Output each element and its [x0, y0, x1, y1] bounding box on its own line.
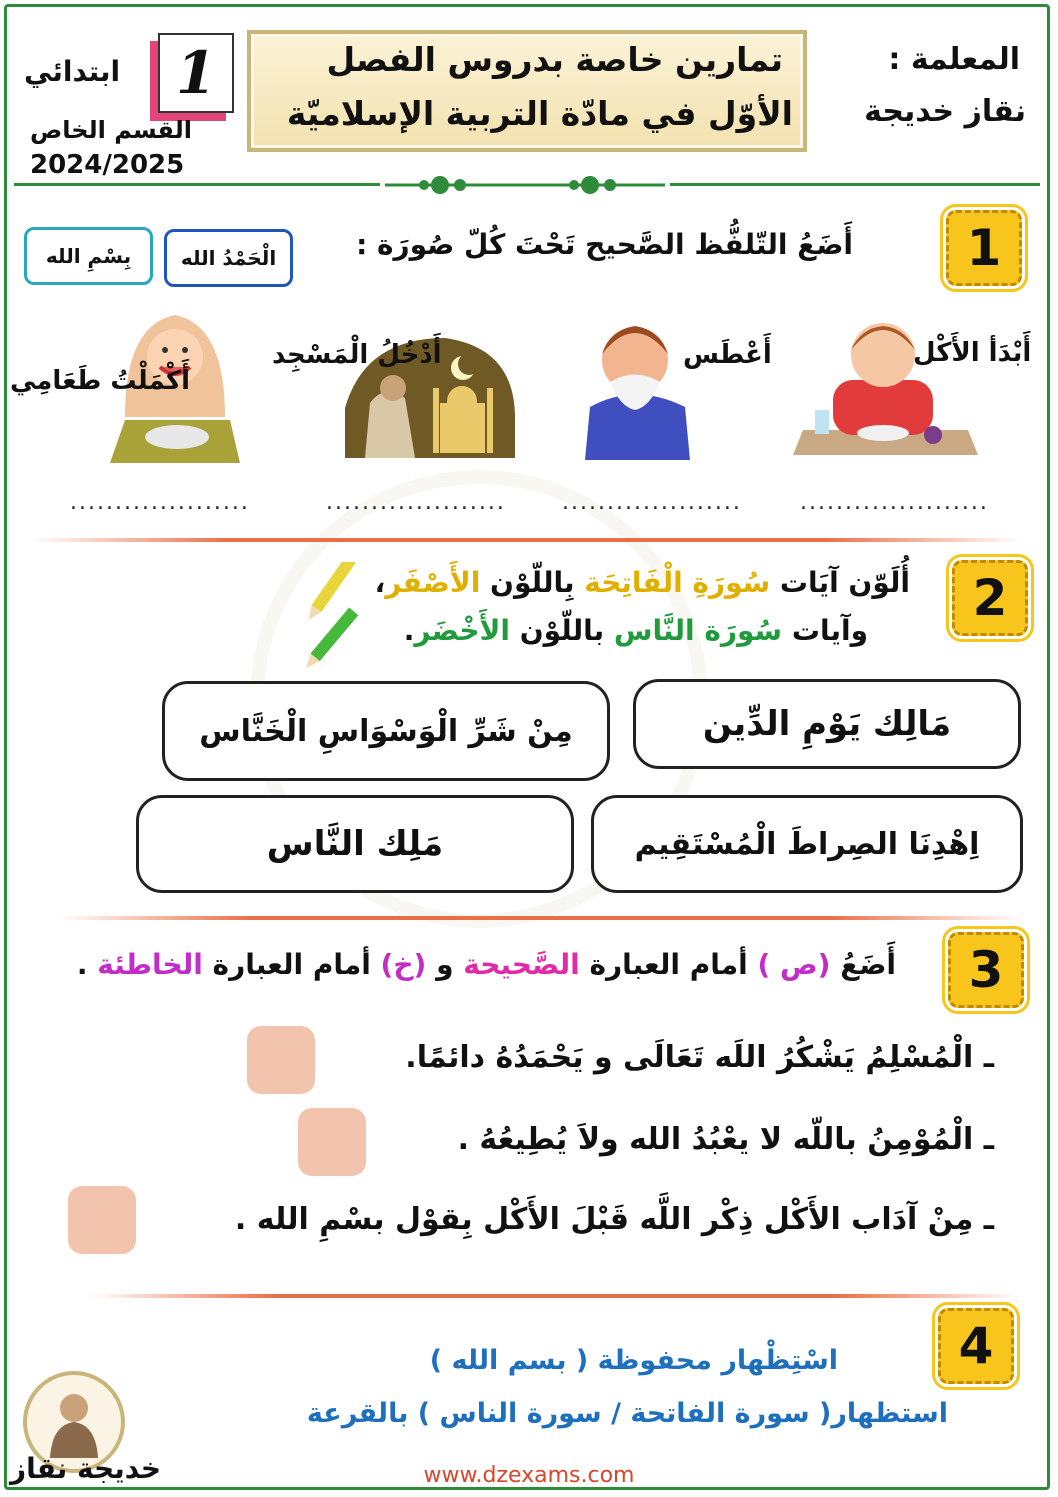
ex2-green-word: الأَخْضَر — [414, 614, 510, 647]
blank-sneeze: .................... — [562, 490, 742, 515]
ex3-text: . — [76, 948, 98, 981]
section-divider-3 — [90, 1294, 1020, 1298]
footer-url[interactable]: www.dzexams.com — [423, 1463, 635, 1488]
exercise-1-number: 1 — [946, 210, 1022, 286]
exercise-3-number: 3 — [948, 932, 1024, 1008]
ex3-text: و — [426, 948, 464, 981]
exercise-2-line-1 — [375, 566, 910, 599]
caption-sneeze: أَعْطَس — [683, 340, 772, 370]
boy-sneezing-icon — [580, 312, 695, 460]
ornament-icon — [380, 170, 670, 200]
teacher-label: المعلمة : — [888, 42, 1020, 77]
blank-start-eating: ..................... — [800, 490, 989, 515]
ex3-text: أمام العبارة — [202, 948, 381, 981]
title-line-2: الأوّل في مادّة التربية الإسلاميّة — [286, 94, 793, 133]
exercise-2-number: 2 — [952, 560, 1028, 636]
answer-box-3[interactable] — [68, 1186, 136, 1254]
ex3-sad-mark: (ص ) — [757, 948, 831, 981]
blank-finished-eating: .................... — [70, 490, 250, 515]
chip-bismillah: بِسْمِ الله — [24, 227, 153, 285]
ex3-text: أمام العبارة — [579, 948, 758, 981]
section-divider-2 — [60, 916, 1020, 920]
school-year: 2024/2025 — [30, 150, 185, 180]
teacher-signature: خديجة نقاز — [10, 1452, 162, 1485]
statement-3: ـ مِنْ آدَاب الأَكْل ذِكْر اللَّه قَبْلَ الأَكْل بِقوْل بسْمِ الله . — [234, 1202, 994, 1237]
ex2-text: . — [403, 614, 415, 647]
grade-label: ابتدائي — [24, 55, 121, 88]
answer-box-2[interactable] — [298, 1108, 366, 1176]
verse-box-3[interactable]: اِهْدِنَا الصِراطَ الْمُسْتَقِيم — [591, 795, 1023, 893]
title-line-1: تمارين خاصة بدروس الفصل — [326, 40, 783, 79]
section-divider-1 — [32, 538, 1022, 542]
section-label: القسم الخاص — [30, 116, 192, 144]
teacher-name: نقاز خديجة — [864, 94, 1026, 129]
ex2-text: أُلَوّن آيَات — [770, 566, 910, 599]
ex2-fatiha-highlight: سُورَةِ الْفَاتِحَة — [584, 566, 771, 599]
caption-start-eating: أَبْدَأ الأَكْل — [913, 338, 1032, 368]
exercise-2-line-2 — [404, 614, 868, 647]
ex3-kha-mark: (خ) — [380, 948, 427, 981]
verse-box-2[interactable]: مِنْ شَرِّ الْوَسْوَاسِ الْخَنَّاس — [162, 681, 610, 781]
exercise-4-number: 4 — [938, 1308, 1014, 1384]
ex3-wrong-word: الخاطئة — [97, 948, 203, 981]
ex2-nas-highlight: سُورَة النَّاس — [613, 614, 783, 647]
statement-1: ـ الْمُسْلِمُ يَشْكُرُ اللَه تَعَالَى و يَحْمَدُهُ دائمًا. — [405, 1040, 994, 1075]
ex2-text: باللّوْن — [509, 614, 614, 647]
boy-eating-icon — [793, 310, 978, 460]
statement-2: ـ الْمُوْمِنُ باللّه لا يعْبُدُ الله ولاَ يُطِيعُهُ . — [457, 1122, 994, 1157]
ex2-text: بِاللّوْن — [480, 566, 585, 599]
verse-box-1[interactable]: مَالِك يَوْمِ الدِّين — [633, 679, 1021, 769]
caption-finished-eating: أَكْمَلْتُ طَعَامِي — [10, 366, 190, 396]
pencils-icon — [288, 562, 368, 672]
answer-box-1[interactable] — [247, 1026, 315, 1094]
exercise-3-instruction — [77, 948, 896, 981]
caption-enter-mosque: أَدْخُلُ الْمَسْجِد — [272, 340, 442, 370]
blank-enter-mosque: .................... — [326, 490, 506, 515]
ex2-text: ، — [374, 566, 386, 599]
exercise-1-instruction: أَضَعُ التّلفُّظ الصَّحيح تَحْتَ كُلّ صُورَة : — [356, 228, 853, 261]
ex2-text: وآيات — [782, 614, 868, 647]
ex3-text: أَضَعُ — [830, 948, 896, 981]
grade-badge: 1 — [158, 33, 234, 113]
chip-alhamdulillah: الْحَمْدُ الله — [164, 229, 293, 287]
ex3-correct-word: الصَّحيحة — [463, 948, 580, 981]
recitation-1: اسْتِظْهار محفوظة ( بسم الله ) — [429, 1345, 838, 1376]
recitation-2: استظهار( سورة الفاتحة / سورة الناس ) بالقرعة — [306, 1398, 948, 1429]
ex2-yellow-word: الأَصْفَر — [385, 566, 481, 599]
verse-box-4[interactable]: مَلِك النَّاس — [136, 795, 574, 893]
